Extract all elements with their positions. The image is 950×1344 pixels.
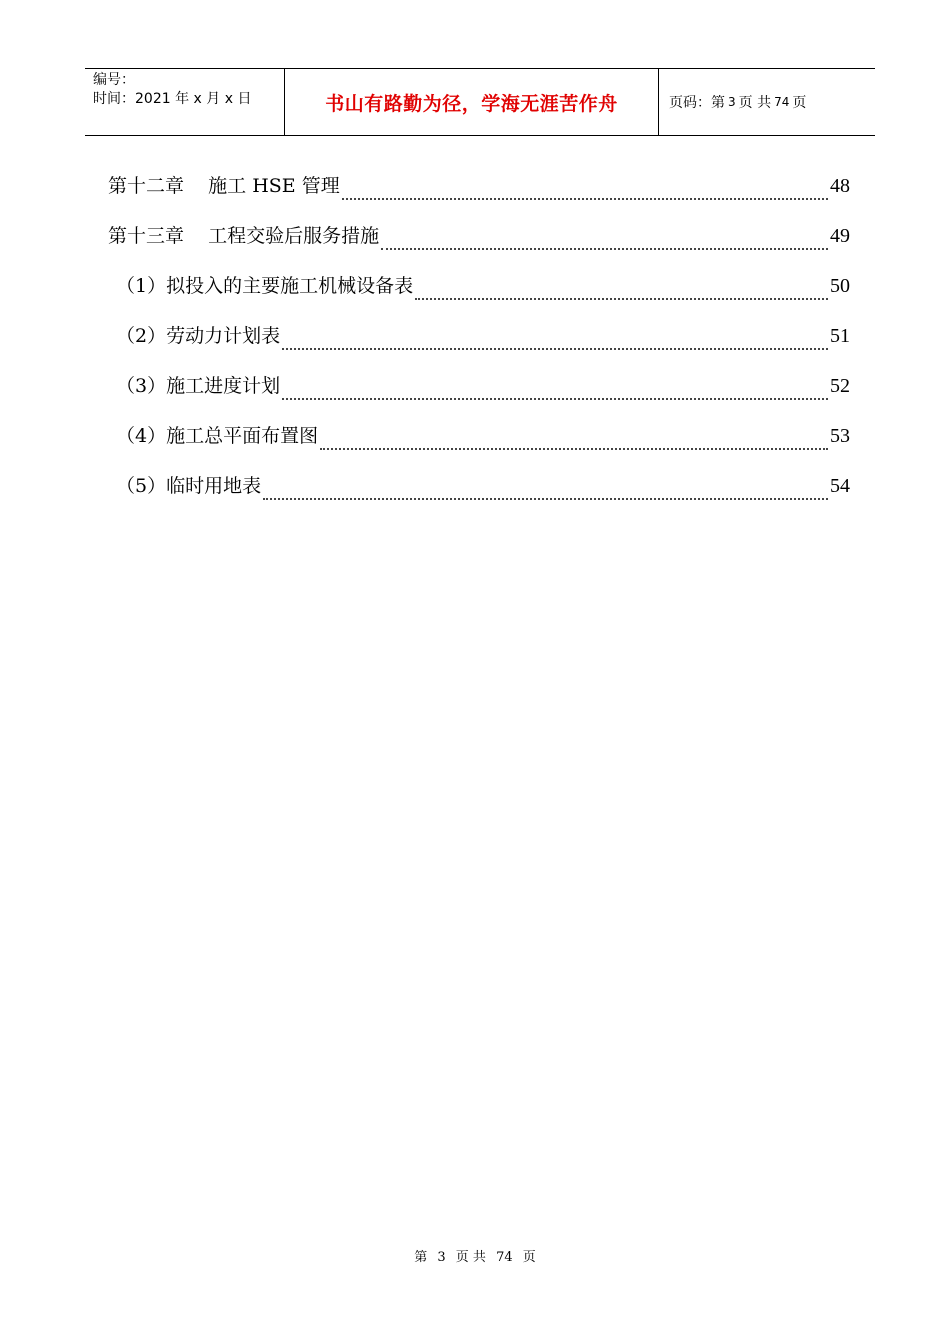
toc-entry-title: （5）临时用地表: [116, 475, 262, 497]
header-motto-cell: [285, 69, 659, 135]
table-of-contents: [108, 170, 850, 520]
footer-suffix: 页: [522, 1250, 536, 1265]
toc-entry-page: 49: [830, 225, 850, 247]
footer-current-page: 3: [437, 1250, 446, 1265]
toc-entry[interactable]: [108, 170, 850, 220]
footer-prefix: 第: [414, 1250, 428, 1265]
toc-entry[interactable]: [108, 420, 850, 470]
toc-entry-title: （2）劳动力计划表: [116, 325, 281, 347]
toc-entry-page: 53: [830, 425, 850, 447]
toc-entry-page: 48: [830, 175, 850, 197]
toc-entry[interactable]: [108, 470, 850, 520]
toc-leader: [381, 248, 828, 250]
page-current: 3: [728, 95, 736, 109]
toc-entry-page: 51: [830, 325, 850, 347]
toc-entry[interactable]: [108, 370, 850, 420]
toc-entry-page: 54: [830, 475, 850, 497]
page-footer: [0, 1246, 950, 1265]
toc-entry-title: （3）施工进度计划: [116, 375, 281, 397]
toc-entry-page: 52: [830, 375, 850, 397]
page-header: [85, 68, 875, 136]
toc-entry[interactable]: [108, 270, 850, 320]
header-meta-cell: [85, 69, 285, 135]
number-label: 编号：: [93, 72, 135, 88]
toc-leader: [415, 298, 828, 300]
header-page-cell: [659, 69, 875, 135]
toc-leader: [342, 198, 828, 200]
time-label: 时间：2021 年 x 月 x 日: [93, 91, 252, 107]
toc-leader: [282, 348, 828, 350]
toc-leader: [263, 498, 828, 500]
toc-entry-title: 第十三章 工程交验后服务措施: [108, 225, 380, 247]
toc-entry[interactable]: [108, 220, 850, 270]
toc-entry[interactable]: [108, 320, 850, 370]
toc-leader: [282, 398, 828, 400]
toc-entry-title: （1）拟投入的主要施工机械设备表: [116, 275, 414, 297]
toc-entry-page: 50: [830, 275, 850, 297]
motto-text: 书山有路勤为径，学海无涯苦作舟: [325, 92, 618, 115]
page-total: 74: [774, 95, 790, 109]
page-mid: 页 共: [738, 95, 772, 111]
toc-entry-title: 第十二章 施工 HSE 管理: [108, 175, 340, 197]
page-prefix: 页码：第: [669, 95, 725, 111]
footer-total-pages: 74: [496, 1250, 513, 1265]
toc-entry-title: （4）施工总平面布置图: [116, 425, 319, 447]
page-suffix: 页: [792, 95, 807, 111]
toc-leader: [320, 448, 828, 450]
footer-mid: 页 共: [455, 1250, 486, 1265]
